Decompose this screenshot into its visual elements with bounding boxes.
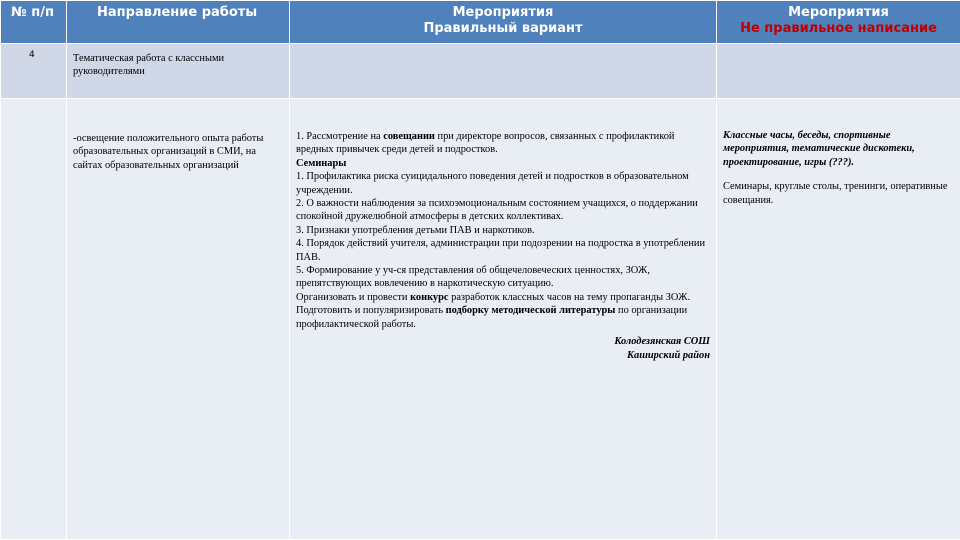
literature-item: Подготовить и популяризировать подборку методической литературы по организации профилактической работы. bbox=[296, 305, 688, 330]
seminar-item: 4. Порядок действий учителя, администрации при подозрении на подростка в употреблении ПАВ. bbox=[296, 238, 706, 263]
row-direction: -освещение положительного опыта работы образовательных организаций в СМИ, на сайтах образовательных организаций bbox=[67, 99, 290, 540]
table-row bbox=[1, 99, 960, 540]
header-row bbox=[1, 1, 960, 44]
row-correct-empty bbox=[290, 44, 717, 99]
seminars-heading: Семинары bbox=[296, 157, 347, 169]
seminar-item: 3. Признаки употребления детьми ПАВ и наркотиков. bbox=[296, 224, 535, 236]
seminar-item: 5. Формирование у уч-ся представления об общечеловеческих ценностях, ЗОЖ, препятствующих вовлечению в наркотическую ситуацию. bbox=[296, 265, 650, 290]
table-row bbox=[1, 44, 960, 99]
wrong-list-seminars: Семинары, круглые столы, тренинги, оперативные совещания. bbox=[723, 181, 948, 206]
header-direction: Направление работы bbox=[67, 1, 290, 44]
header-correct-sub: Правильный вариант bbox=[423, 21, 583, 36]
row-wrong-empty bbox=[717, 44, 960, 99]
row-number-empty bbox=[1, 99, 67, 540]
header-wrong bbox=[717, 1, 960, 44]
seminar-item: 1. Профилактика риска суицидального поведения детей и подростков в образовательном учреждении. bbox=[296, 171, 689, 196]
wrong-list-events: Классные часы, беседы, спортивные мероприятия, тематические дискотеки, проектирование, игры (???). bbox=[723, 130, 915, 168]
seminar-item: 2. О важности наблюдения за психоэмоциональным состоянием учащихся, о поддержании спокойной дружелюбной атмосферы в детских коллективах. bbox=[296, 198, 698, 223]
row-number: 4 bbox=[1, 44, 67, 99]
wrong-activities bbox=[717, 99, 960, 540]
school-signature bbox=[296, 335, 710, 362]
meeting-item: 1. Рассмотрение на совещании при директоре вопросов, связанных с профилактикой вредных привычек среди детей и подростков. bbox=[296, 131, 675, 156]
school-name: Колодезянская СОШ bbox=[614, 336, 710, 348]
header-wrong-sub: Не правильное написание bbox=[740, 21, 937, 36]
district-name: Каширский район bbox=[626, 349, 710, 361]
contest-item: Организовать и провести конкурс разработок классных часов на тему пропаганды ЗОЖ. bbox=[296, 291, 691, 303]
header-num: № п/п bbox=[1, 1, 67, 44]
header-correct-title: Мероприятия bbox=[452, 5, 554, 20]
row-direction: Тематическая работа с классными руководителями bbox=[67, 44, 290, 99]
header-correct bbox=[290, 1, 717, 44]
header-wrong-title: Мероприятия bbox=[788, 5, 889, 20]
correct-activities bbox=[290, 99, 717, 540]
